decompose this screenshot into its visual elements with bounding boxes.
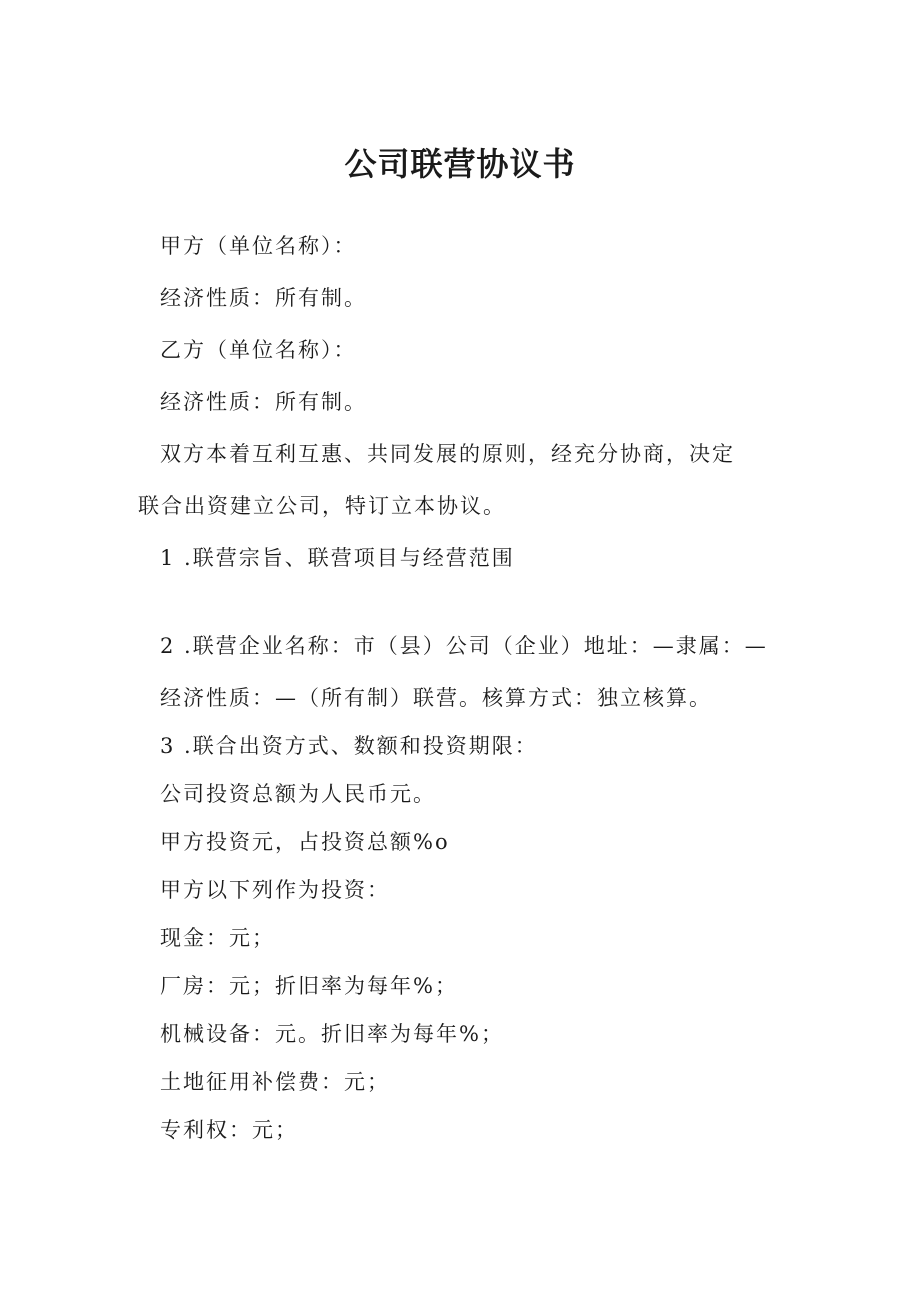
section-2-heading: 2 .联营企业名称：市（县）公司（企业）地址：—隶属：—: [160, 634, 768, 658]
cash-item: 现金：元；: [160, 926, 275, 950]
preamble-line-1: 双方本着互利互惠、共同发展的原则，经充分协商，决定: [160, 442, 735, 466]
plant-item: 厂房：元；折旧率为每年%；: [160, 974, 458, 998]
preamble-line-2: 联合出资建立公司，特订立本协议。: [138, 494, 506, 518]
total-investment: 公司投资总额为人民币元。: [160, 782, 436, 806]
patent-item: 专利权：元；: [160, 1118, 298, 1142]
party-a-investment: 甲方投资元，占投资总额%o: [160, 830, 450, 854]
section-2-economic-nature: 经济性质：—（所有制）联营。核算方式：独立核算。: [160, 686, 712, 710]
section-3-heading: 3 .联合出资方式、数额和投资期限：: [160, 734, 538, 758]
party-a-economic-nature: 经济性质：所有制。: [160, 286, 367, 310]
party-a-name: 甲方（单位名称）：: [160, 234, 357, 258]
document-title: 公司联营协议书: [344, 145, 576, 183]
party-a-investment-forms: 甲方以下列作为投资：: [160, 878, 390, 902]
party-b-economic-nature: 经济性质：所有制。: [160, 390, 367, 414]
land-compensation-item: 土地征用补偿费：元；: [160, 1070, 390, 1094]
machinery-item: 机械设备：元。折旧率为每年%；: [160, 1022, 504, 1046]
section-1-heading: 1 .联营宗旨、联营项目与经营范围: [160, 546, 515, 570]
party-b-name: 乙方（单位名称）：: [160, 338, 357, 362]
